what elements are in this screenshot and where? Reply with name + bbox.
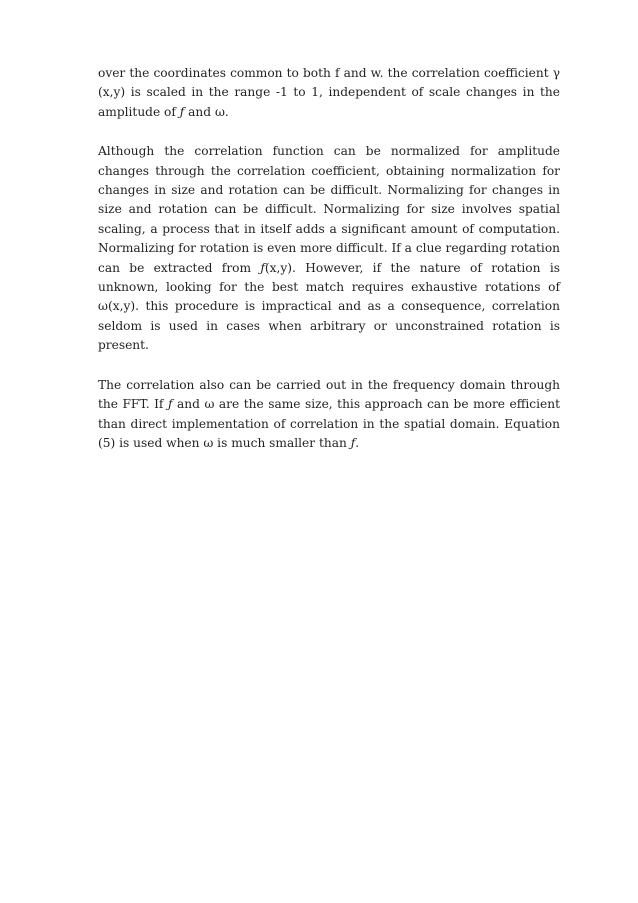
text-run: . [355,435,360,450]
italic-symbol-f: ƒ [179,104,185,119]
paragraph-frequency-domain [98,376,560,454]
text-run: over the coordinates common to both f and w. the correlation coefficient γ (x,y) is scaled in the range -1 to 1, independent of scale changes in the amplitude of [98,66,560,119]
body-text [98,64,560,473]
text-run: The correlation also can be carried out in the frequency domain through the FFT. If [98,377,560,412]
paragraph-correlation-coefficient [98,64,560,122]
italic-symbol-f: ƒ [260,260,265,275]
italic-symbol-f: ƒ [167,397,173,412]
text-run: and ω. [184,104,229,119]
paragraph-normalization [98,142,560,355]
italic-symbol-f: ƒ [350,435,356,450]
text-run: (x,y). However, if the nature of rotation is unknown, looking for the best match requires exhaustive rotations of ω(x,y). this procedure is impractical and as a consequence, correlation seldom is used in cases when arbitrary or unconstrained rotation is present. [98,260,560,353]
text-run: and ω are the same size, this approach can be more efficient than direct implementation of correlation in the spatial domain. Equation (5) is used when ω is much smaller than [98,397,560,450]
text-run: Although the correlation function can be normalized for amplitude changes through the correlation coefficient, obtaining normalization for changes in size and rotation can be difficult. Normalizing for changes in size and rotation can be difficult. Normalizing for size involves spatial scaling, a process that in itself adds a significant amount of computation. Normalizing for rotation is even more difficult. If a clue regarding rotation can be extracted from [98,144,560,275]
